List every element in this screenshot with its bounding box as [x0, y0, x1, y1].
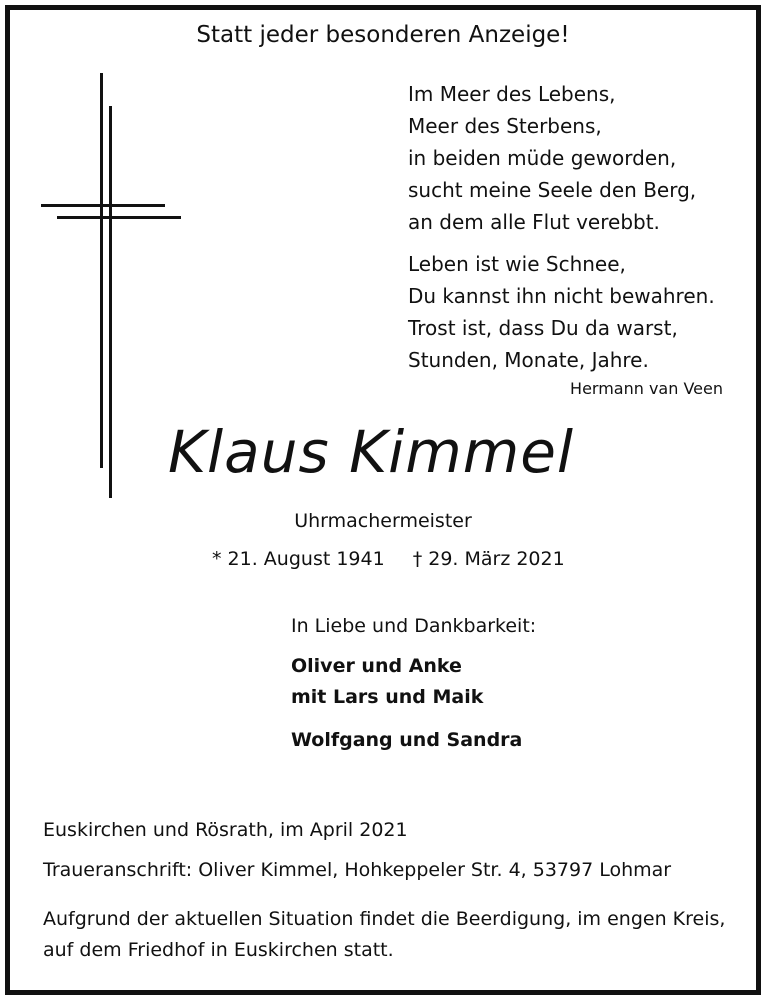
header-text: Statt jeder besonderen Anzeige!: [196, 22, 570, 48]
mourner-line: mit Lars und Maik: [291, 686, 484, 708]
birth-date: * 21. August 1941: [212, 548, 385, 570]
life-dates: [212, 548, 565, 570]
place-date: Euskirchen und Rösrath, im April 2021: [43, 819, 408, 841]
poem-stanza-1: [408, 78, 696, 238]
poem-stanza-2: [408, 248, 715, 376]
mourning-address: Traueranschrift: Oliver Kimmel, Hohkeppeler Str. 4, 53797 Lohmar: [43, 859, 672, 881]
poem-line: Du kannst ihn nicht bewahren.: [408, 284, 715, 308]
deceased-profession: Uhrmachermeister: [294, 510, 472, 532]
cross-horizontal-lower: [57, 216, 181, 219]
mourners-intro: In Liebe und Dankbarkeit:: [291, 615, 537, 637]
poem-line: Leben ist wie Schnee,: [408, 252, 626, 276]
deceased-name: Klaus Kimmel: [168, 418, 575, 486]
poem-line: an dem alle Flut verebbt.: [408, 210, 660, 234]
poem-author: Hermann van Veen: [570, 379, 723, 398]
poem-line: Trost ist, dass Du da warst,: [408, 316, 678, 340]
mourner-line: Oliver und Anke: [291, 655, 462, 677]
poem-line: sucht meine Seele den Berg,: [408, 178, 697, 202]
mourners-group-2: [291, 725, 522, 756]
cross-vertical-right: [109, 106, 112, 498]
mourners-group-1: [291, 651, 483, 713]
mourner-line: Wolfgang und Sandra: [291, 729, 523, 751]
cross-horizontal-upper: [41, 204, 165, 207]
poem-line: Im Meer des Lebens,: [408, 82, 616, 106]
death-date: † 29. März 2021: [412, 548, 565, 570]
poem-line: Meer des Sterbens,: [408, 114, 602, 138]
poem-line: Stunden, Monate, Jahre.: [408, 348, 649, 372]
cross-vertical-left: [100, 73, 103, 468]
poem-line: in beiden müde geworden,: [408, 146, 677, 170]
funeral-note: Aufgrund der aktuellen Situation findet die Beerdigung, im engen Kreis, auf dem Friedhof in Euskirchen statt.: [43, 908, 726, 961]
